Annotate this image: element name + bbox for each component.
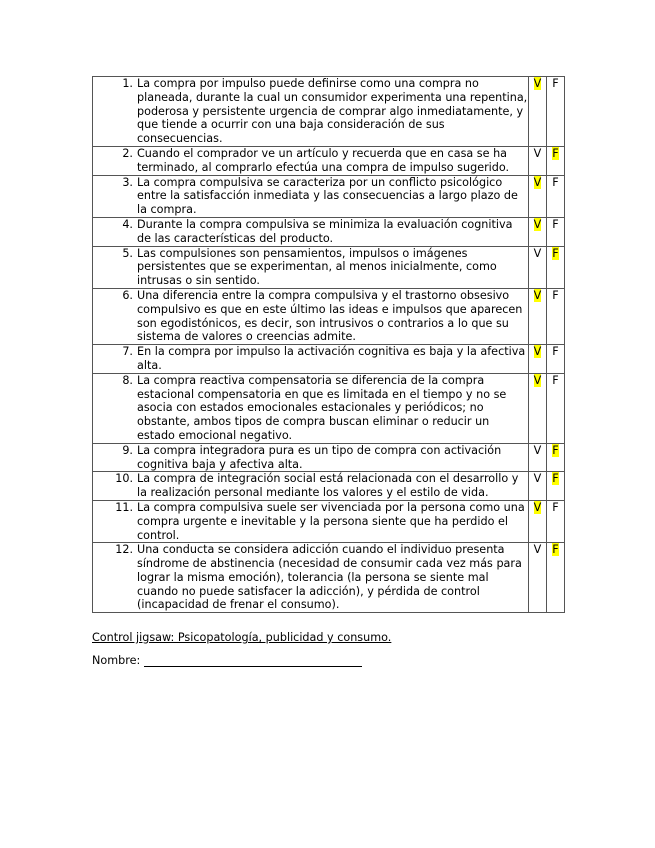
false-option-label: F [552,543,559,557]
statement-cell [93,443,529,472]
true-option-cell[interactable] [529,246,547,288]
item-statement: La compra por impulso puede definirse como una compra no planeada, durante la cual un consumidor experimenta una repentina, poderosa y persistente urgencia de comprar algo inmediatamente, y que tiende a ocurrir con una baja consideración de sus consecuencias. [137,77,528,146]
item-statement: La compra de integración social está relacionada con el desarrollo y la realización personal mediante los valores y el estilo de vida. [137,472,519,500]
false-option-label: F [552,146,559,160]
statement-cell [93,246,529,288]
true-option-cell[interactable] [529,217,547,246]
false-option-cell[interactable] [547,246,565,288]
false-option-label: F [552,345,559,359]
true-option-cell[interactable] [529,345,547,374]
statement-cell [93,373,529,443]
list-item [93,345,528,373]
true-option-cell[interactable] [529,500,547,542]
table-row [93,500,565,542]
item-statement: Una conducta se considera adicción cuando el individuo presenta síndrome de abstinencia (necesidad de consumir cada vez más para lograr la misma emoción), tolerancia (la persona se siente mal cuando no puede satisfacer la adicción), y pérdida de control (incapacidad de frenar el consumo). [137,543,522,612]
list-item [93,218,528,246]
true-option-label: V [533,175,542,189]
item-number: 7. [122,345,133,359]
true-option-label: V [533,472,542,486]
table-row [93,373,565,443]
true-option-cell[interactable] [529,175,547,217]
item-number: 5. [122,246,133,260]
item-statement: La compra integradora pura es un tipo de compra con activación cognitiva baja y afectiva alta. [137,443,502,471]
table-row [93,175,565,217]
false-option-cell[interactable] [547,175,565,217]
statement-cell [93,345,529,374]
item-statement: La compra reactiva compensatoria se diferencia de la compra estacional compensatoria en que es limitada en el tiempo y no se asocia con estados emocionales estacionales y periódicos; no obstante, ambos tipos de compra buscan eliminar o reducir un estado emocional negativo. [137,373,507,442]
false-option-cell[interactable] [547,217,565,246]
true-option-cell[interactable] [529,288,547,344]
name-label: Nombre: [92,654,141,667]
quiz-table-body [93,77,565,613]
false-option-cell[interactable] [547,345,565,374]
false-option-label: F [552,77,559,90]
item-number: 11. [115,500,133,514]
item-statement: Durante la compra compulsiva se minimiza la evaluación cognitiva de las características del producto. [137,217,513,245]
list-item [93,374,528,443]
false-option-cell[interactable] [547,543,565,613]
false-option-label: F [552,217,559,231]
true-option-label: V [533,217,542,231]
statement-cell [93,217,529,246]
true-option-cell[interactable] [529,77,547,147]
true-option-cell[interactable] [529,543,547,613]
false-option-label: F [552,500,559,514]
item-statement: Cuando el comprador ve un artículo y recuerda que en casa se ha terminado, al comprarlo efectúa una compra de impulso sugerido. [137,146,510,174]
item-statement: La compra compulsiva se caracteriza por un conflicto psicológico entre la satisfacción inmediata y las consecuencias a largo plazo de la compra. [137,175,518,217]
list-item [93,147,528,175]
item-number: 6. [122,288,133,302]
true-option-label: V [533,77,542,90]
true-option-label: V [533,246,542,260]
table-row [93,77,565,147]
false-option-label: F [552,175,559,189]
item-statement: En la compra por impulso la activación cognitiva es baja y la afectiva alta. [137,345,526,372]
true-option-label: V [533,443,542,457]
false-option-label: F [552,288,559,302]
false-option-cell[interactable] [547,472,565,501]
statement-cell [93,543,529,613]
list-item [93,77,528,146]
item-statement: Las compulsiones son pensamientos, impulsos o imágenes persistentes que se experimentan, al menos inicialmente, como intrusas o sin sentido. [137,246,497,288]
list-item [93,176,528,217]
true-option-label: V [533,345,542,359]
table-row [93,246,565,288]
true-option-label: V [533,543,542,557]
list-item [93,289,528,344]
item-number: 3. [122,175,133,189]
list-item [93,247,528,288]
item-number: 1. [122,77,133,90]
true-option-cell[interactable] [529,472,547,501]
true-option-label: V [533,288,542,302]
item-number: 2. [122,146,133,160]
quiz-table [92,76,565,613]
false-option-label: F [552,472,559,486]
table-row [93,443,565,472]
name-field-row [92,654,362,667]
document-footer-title: Control jigsaw: Psicopatología, publicidad y consumo. [92,631,392,644]
statement-cell [93,175,529,217]
true-option-label: V [533,146,542,160]
table-row [93,543,565,613]
statement-cell [93,146,529,175]
false-option-cell[interactable] [547,443,565,472]
true-option-cell[interactable] [529,146,547,175]
item-number: 12. [115,543,133,557]
item-statement: Una diferencia entre la compra compulsiva y el trastorno obsesivo compulsivo es que en este último las ideas e impulsos que aparecen son egodistónicos, es decir, son intrusivos o contrarios a lo que su sistema de valores o creencias admite. [137,288,523,344]
true-option-cell[interactable] [529,373,547,443]
list-item [93,444,528,472]
true-option-label: V [533,373,542,387]
false-option-cell[interactable] [547,288,565,344]
name-blank-line[interactable] [144,654,362,667]
table-row [93,146,565,175]
true-option-label: V [533,500,542,514]
statement-cell [93,288,529,344]
list-item [93,501,528,542]
list-item [93,543,528,612]
true-option-cell[interactable] [529,443,547,472]
table-row [93,345,565,374]
item-number: 10. [115,472,133,486]
false-option-cell[interactable] [547,77,565,147]
item-number: 9. [122,443,133,457]
table-row [93,472,565,501]
item-number: 8. [122,373,133,387]
statement-cell [93,77,529,147]
false-option-label: F [552,246,559,260]
item-statement: La compra compulsiva suele ser vivenciada por la persona como una compra urgente e inevitable y la persona siente que ha perdido el control. [137,500,525,542]
list-item [93,472,528,500]
table-row [93,217,565,246]
false-option-label: F [552,373,559,387]
statement-cell [93,472,529,501]
statement-cell [93,500,529,542]
false-option-cell[interactable] [547,146,565,175]
false-option-cell[interactable] [547,500,565,542]
item-number: 4. [122,217,133,231]
false-option-label: F [552,443,559,457]
table-row [93,288,565,344]
false-option-cell[interactable] [547,373,565,443]
